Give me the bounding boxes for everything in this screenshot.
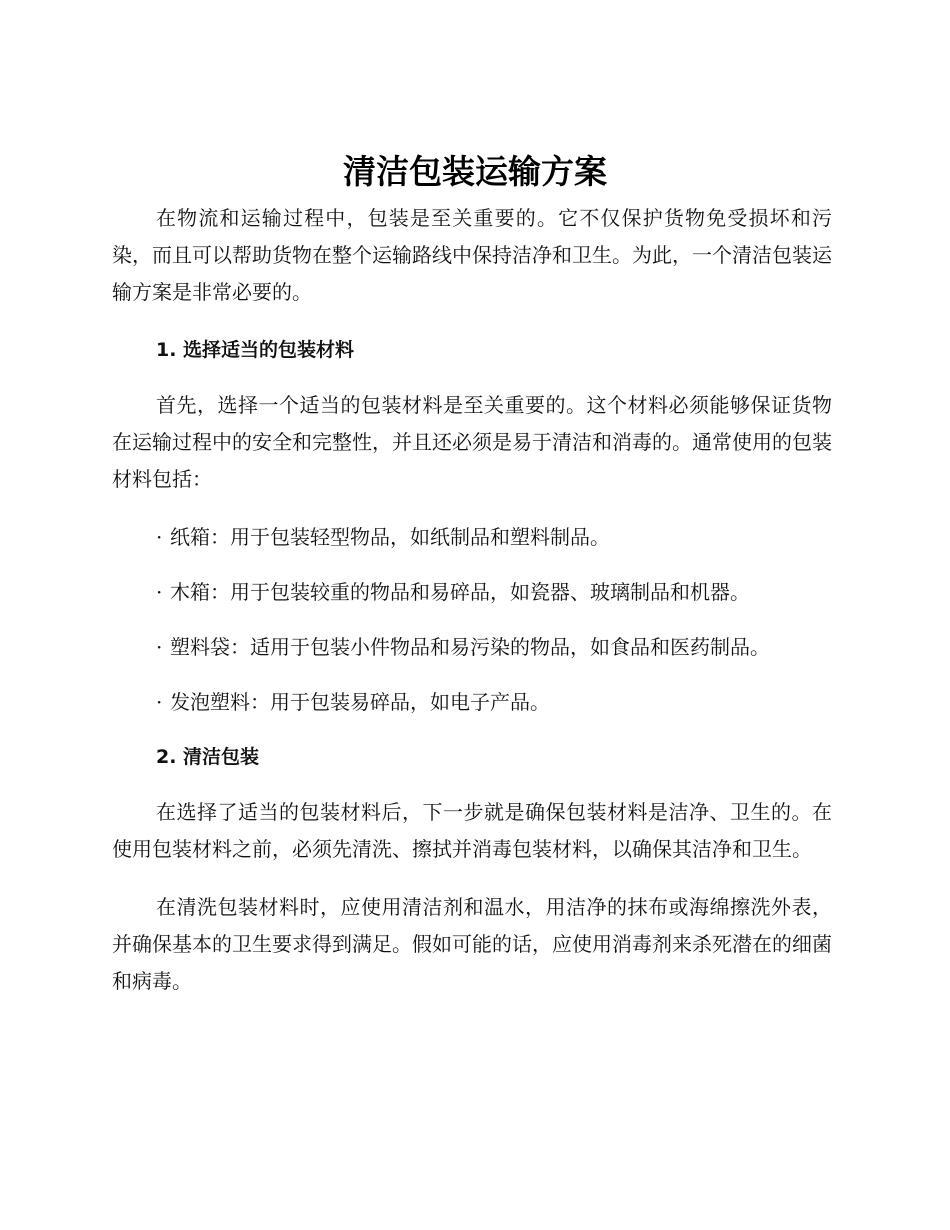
list-item-text: 发泡塑料：用于包装易碎品，如电子产品。 (170, 690, 550, 714)
section-2-paragraph-1: 在选择了适当的包装材料后，下一步就是确保包装材料是洁净、卫生的。在使用包装材料之前，必须先清洗、擦拭并消毒包装材料，以确保其洁净和卫生。 (112, 800, 832, 861)
list-item (112, 519, 832, 556)
list-item-text: 纸箱：用于包装轻型物品，如纸制品和塑料制品。 (170, 525, 610, 549)
document-body (112, 200, 832, 1000)
intro-paragraph: 在物流和运输过程中，包装是至关重要的。它不仅保护货物免受损坏和污染，而且可以帮助货物在整个运输路线中保持洁净和卫生。为此，一个清洁包装运输方案是非常必要的。 (112, 206, 832, 304)
bullet-icon: · (156, 690, 163, 714)
list-item-text: 塑料袋：适用于包装小件物品和易污染的物品，如食品和医药制品。 (170, 635, 770, 659)
bullet-icon: · (156, 635, 163, 659)
bullet-icon: · (156, 580, 163, 604)
section-1-heading: 1. 选择适当的包装材料 (156, 339, 355, 361)
document-title: 清洁包装运输方案 (343, 152, 607, 191)
list-item (112, 684, 832, 721)
section-2-paragraph-2: 在清洗包装材料时，应使用清洁剂和温水，用洁净的抹布或海绵擦洗外表，并确保基本的卫生要求得到满足。假如可能的话，应使用消毒剂来杀死潜在的细菌和病毒。 (112, 895, 832, 993)
bullet-icon: · (156, 525, 163, 549)
section-1-paragraph: 首先，选择一个适当的包装材料是至关重要的。这个材料必须能够保证货物在运输过程中的安全和完整性，并且还必须是易于清洁和消毒的。通常使用的包装材料包括： (112, 393, 832, 491)
section-2-heading: 2. 清洁包装 (156, 746, 260, 768)
list-item-text: 木箱：用于包装较重的物品和易碎品，如瓷器、玻璃制品和机器。 (170, 580, 750, 604)
list-item (112, 629, 832, 666)
list-item (112, 574, 832, 611)
